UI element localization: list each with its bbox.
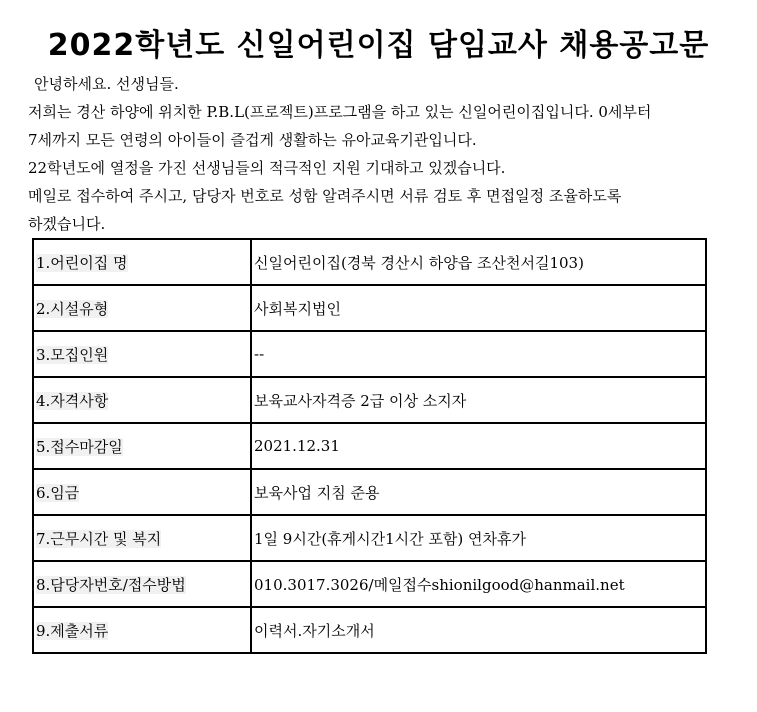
row-value-facility-type: 사회복지법인: [251, 285, 706, 331]
row-label-salary: 6.임금: [33, 469, 251, 515]
row-label-deadline: 5.접수마감일: [33, 423, 251, 469]
page-title: 2022학년도 신일어린이집 담임교사 채용공고문: [47, 28, 710, 63]
table-row: [33, 377, 706, 423]
table-row: [33, 423, 706, 469]
row-label-daycare-name: 1.어린이집 명: [33, 239, 251, 285]
row-value-daycare-name: 신일어린이집(경북 경산시 하양읍 조산천서길103): [251, 239, 706, 285]
row-value-qualifications: 보육교사자격증 2급 이상 소지자: [251, 377, 706, 423]
table-row: [33, 607, 706, 653]
row-value-deadline: 2021.12.31: [251, 423, 706, 469]
table-row: [33, 239, 706, 285]
intro-line-3: 7세까지 모든 연령의 아이들이 즐겁게 생활하는 유아교육기관입니다.: [28, 131, 477, 149]
table-row: [33, 285, 706, 331]
table-row: [33, 469, 706, 515]
row-label-contact: 8.담당자번호/접수방법: [33, 561, 251, 607]
row-value-headcount: --: [251, 331, 706, 377]
intro-line-6: 하겠습니다.: [28, 215, 106, 233]
row-label-headcount: 3.모집인원: [33, 331, 251, 377]
table-row: [33, 561, 706, 607]
intro-line-5: 메일로 접수하여 주시고, 담당자 번호로 성함 알려주시면 서류 검토 후 면접일정 조율하도록: [28, 187, 622, 205]
row-label-work-hours: 7.근무시간 및 복지: [33, 515, 251, 561]
table-row: [33, 331, 706, 377]
row-label-documents: 9.제출서류: [33, 607, 251, 653]
row-label-qualifications: 4.자격사항: [33, 377, 251, 423]
row-value-work-hours: 1일 9시간(휴게시간1시간 포함) 연차휴가: [251, 515, 706, 561]
row-value-contact: 010.3017.3026/메일접수shionilgood@hanmail.net: [251, 561, 706, 607]
row-value-documents: 이력서.자기소개서: [251, 607, 706, 653]
intro-text: [28, 70, 738, 238]
intro-line-greeting: 안녕하세요. 선생님들.: [34, 75, 179, 93]
table-row: [33, 515, 706, 561]
row-value-salary: 보육사업 지침 준용: [251, 469, 706, 515]
intro-line-2: 저희는 경산 하양에 위치한 P.B.L(프로젝트)프로그램을 하고 있는 신일어린이집입니다. 0세부터: [28, 103, 652, 121]
intro-line-4: 22학년도에 열정을 가진 선생님들의 적극적인 지원 기대하고 있겠습니다.: [28, 159, 506, 177]
row-label-facility-type: 2.시설유형: [33, 285, 251, 331]
recruitment-table: [32, 238, 707, 654]
